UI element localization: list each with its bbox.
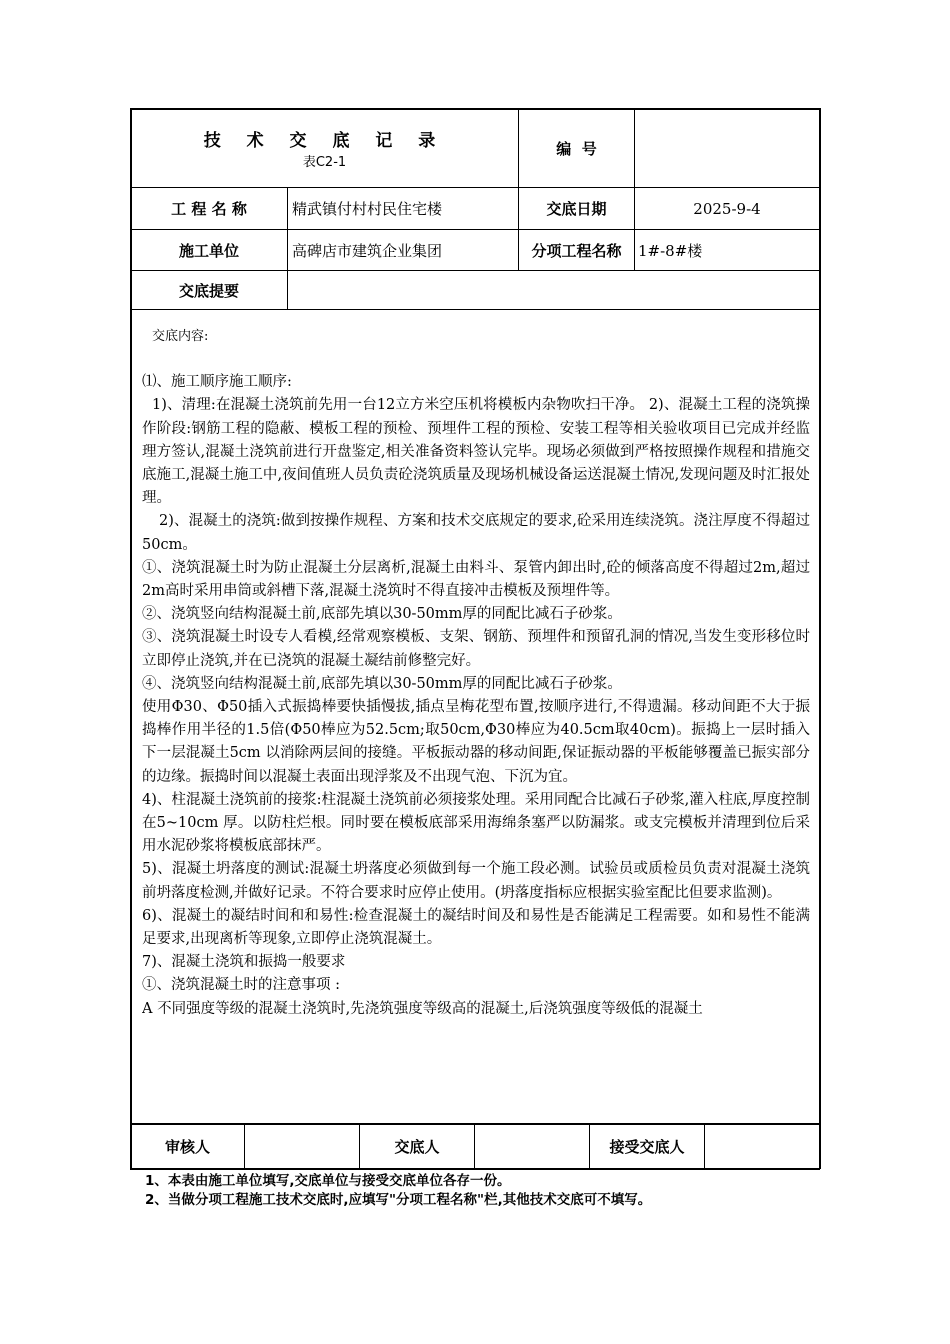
presenter-value: [475, 1124, 589, 1168]
project-name-value: 精武镇付村村民住宅楼: [292, 200, 443, 218]
table-border-bottom: [130, 1168, 820, 1170]
content-paragraph: ①、浇筑混凝土时的注意事项 :: [142, 977, 340, 994]
content-paragraph: 7)、混凝土浇筑和振捣一般要求: [142, 954, 346, 971]
subproject-label: 分项工程名称: [531, 241, 622, 260]
project-name-label: 工 程 名 称: [171, 200, 247, 218]
content-paragraph: 使用Φ30、Φ50插入式振捣棒要快插慢拔,插点呈梅花型布置,按顺序进行,不得遗漏。移动间距不大于振捣棒作用半径的1.5倍(Φ50棒应为52.5cm;取50cm,Φ30棒应为40.5cm取40cm)。振捣上一层时插入下一层混凝土5cm 以消除两层间的接缝。平板振动器的移动间距,保证振动器的平板能够覆盖已振实部分的边缘。振捣时间以混凝土表面出现浮浆及不出现气泡、下沉为宜。: [142, 699, 810, 785]
content-paragraph: 2)、混凝土的浇筑:做到按操作规程、方案和技术交底规定的要求,砼采用连续浇筑。浇注厚度不得超过50cm。: [142, 513, 810, 553]
content-heading: 交底内容:: [152, 329, 209, 344]
number-label: 编 号: [556, 139, 597, 158]
date-value: 2025-9-4: [693, 199, 761, 218]
content-paragraph: ①、浇筑混凝土时为防止混凝土分层离析,混凝土由料斗、泵管内卸出时,砼的倾落高度不得超过2m,超过2m高时采用串筒或斜槽下落,混凝土浇筑时不得直接冲击模板及预埋件等。: [142, 559, 810, 600]
footnote: 1、本表由施工单位填写,交底单位与接受交底单位各存一份。: [145, 1173, 511, 1189]
footnotes: [145, 1172, 651, 1210]
reviewer-label: 审核人: [164, 1137, 210, 1156]
contractor-value: 高碑店市建筑企业集团: [292, 241, 443, 260]
presenter-label: 交底人: [394, 1137, 440, 1156]
content-paragraph: 5)、混凝土坍落度的测试:混凝土坍落度必须做到每一个施工段必测。试验员或质检员负责对混凝土浇筑前坍落度检测,并做好记录。不符合要求时应停止使用。(坍落度指标应根据实验室配比但要求监测)。: [142, 861, 810, 901]
subproject-value: 1#-8#楼: [638, 241, 703, 260]
title-cell: [131, 109, 518, 187]
content-paragraph: ②、浇筑竖向结构混凝土前,底部先填以30-50mm厚的同配比减石子砂浆。: [142, 606, 622, 623]
form-code: 表C2-1: [302, 155, 347, 170]
col-divider: [287, 187, 288, 310]
content-paragraph: ④、浇筑竖向结构混凝土前,底部先填以30-50mm厚的同配比减石子砂浆。: [142, 675, 622, 692]
table-border-right: [819, 108, 821, 1169]
reviewer-value: [245, 1124, 359, 1168]
content-paragraph: 4)、柱混凝土浇筑前的接浆:柱混凝土浇筑前必须接浆处理。采用同配合比减石子砂浆,灌入柱底,厚度控制在5~10cm 厚。以防柱烂根。同时要在模板底部采用海绵条塞严以防漏浆。或支完模板并清理到位后采用水泥砂浆将模板底部抹严。: [142, 791, 810, 855]
content-paragraph: A 不同强度等级的混凝土浇筑时,先浇筑强度等级高的混凝土,后浇筑强度等级低的混凝土: [142, 1000, 703, 1017]
date-label: 交底日期: [546, 200, 607, 218]
number-value: [635, 109, 819, 187]
content-paragraph: ③、浇筑混凝土时设专人看模,经常观察模板、支架、钢筋、预埋件和预留孔洞的情况,当发生变形移位时立即停止浇筑,并在已浇筑的混凝土凝结前修整完好。: [142, 629, 810, 669]
disclosure-content: [142, 325, 810, 1021]
content-paragraph: ⑴、施工顺序施工顺序:: [142, 374, 292, 391]
footnote: 2、当做分项工程施工技术交底时,应填写"分项工程名称"栏,其他技术交底可不填写。: [145, 1192, 652, 1208]
content-paragraph: 1)、清理:在混凝土浇筑前先用一台12立方米空压机将模板内杂物吹扫干净。 2)、混凝土工程的浇筑操作阶段:钢筋工程的隐蔽、模板工程的预检、预埋件工程的预检、安装工程等相关验收项目已完成并经监理方签认,混凝土浇筑前进行开盘鉴定,相关准备资料签认完毕。现场必须做到严格按照操作规程和措施交底施工,混凝土施工中,夜间值班人员负责砼浇筑质量及现场机械设备运送混凝土情况,发现问题及时汇报处理。: [142, 397, 810, 507]
receiver-label: 接受交底人: [609, 1137, 685, 1156]
contractor-label: 施工单位: [178, 241, 239, 260]
content-paragraph: 6)、混凝土的凝结时间和和易性:检查混凝土的凝结时间及和易性是否能满足工程需要。如和易性不能满足要求,出现离析等现象,立即停止浇筑混凝土。: [142, 907, 810, 948]
summary-label: 交底提要: [178, 281, 239, 300]
receiver-value: [705, 1124, 819, 1168]
row-divider: [130, 309, 820, 310]
summary-value: [292, 271, 819, 309]
page-title: 技 术 交 底 记 录: [203, 131, 446, 151]
